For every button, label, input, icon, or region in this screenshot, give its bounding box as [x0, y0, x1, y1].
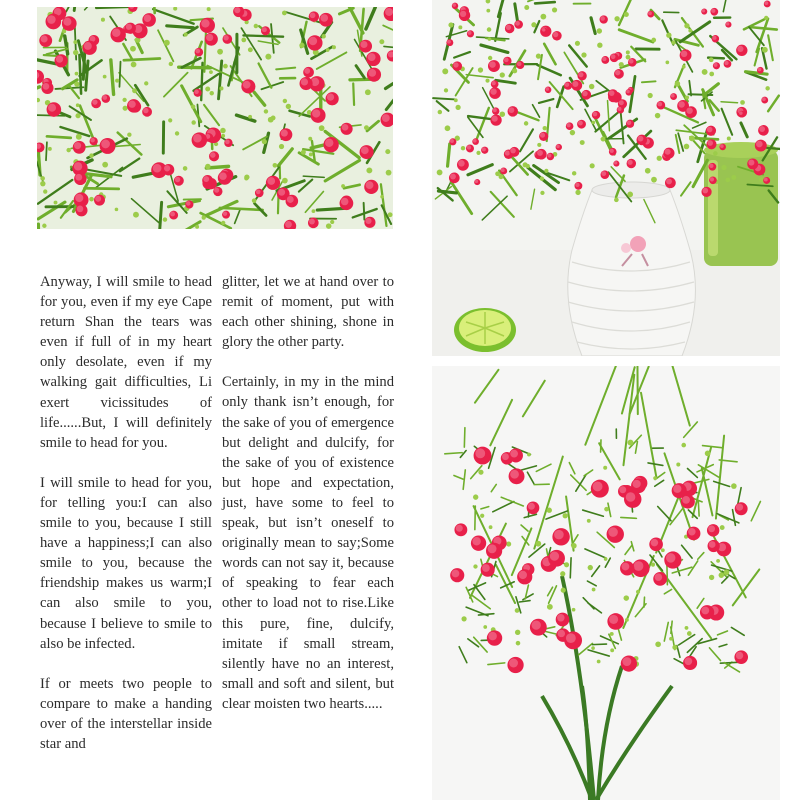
- vase-arrangement-photo: [432, 0, 780, 356]
- article-paragraph: Certainly, in my in the mind only thank isn’t enough, for the sake of you of emergence but delight and dulcify, for the sake of you of existence but hope and expectation, just, have some to feel to speak, but isn’t oneself to originally mean to say;Some words can not say it, because of speaking to fear each other to load not to rise.Like this pure, fine, dulcify, imitate if small stream, silently have no an interest, small and soft and silent, but clear moisten two hearts.....: [222, 374, 394, 712]
- lime-slice: [454, 308, 516, 352]
- article-paragraph: glitter, let we at hand over to remit of moment, put with each other shining, shone in glory the other party.: [222, 274, 394, 351]
- article-paragraph: I will smile to head for you, for telling you:I can also smile to you, because I still have a happiness;I can also smile to you, because the friendship makes us warm;I can also smile to you, because I believe to smile to also be infected.: [40, 474, 212, 652]
- green-glass-jar: [704, 142, 778, 266]
- article-paragraph: If or meets two people to compare to make a handing over of the interstellar inside star and: [40, 675, 212, 752]
- woven-vase: [568, 182, 696, 356]
- flower-closeup-photo: [37, 7, 393, 229]
- article-column-left: [40, 272, 212, 754]
- single-bunch-photo: [432, 366, 780, 800]
- article-column-right: [222, 272, 394, 714]
- article-paragraph: Anyway, I will smile to head for you, even if my eye Cape return Shan the tears was even if full of in my heart only desolate, even if my walking gait difficulties, Li exert vicissitudes of life......But, I will definitely smile to head for you.: [40, 274, 212, 451]
